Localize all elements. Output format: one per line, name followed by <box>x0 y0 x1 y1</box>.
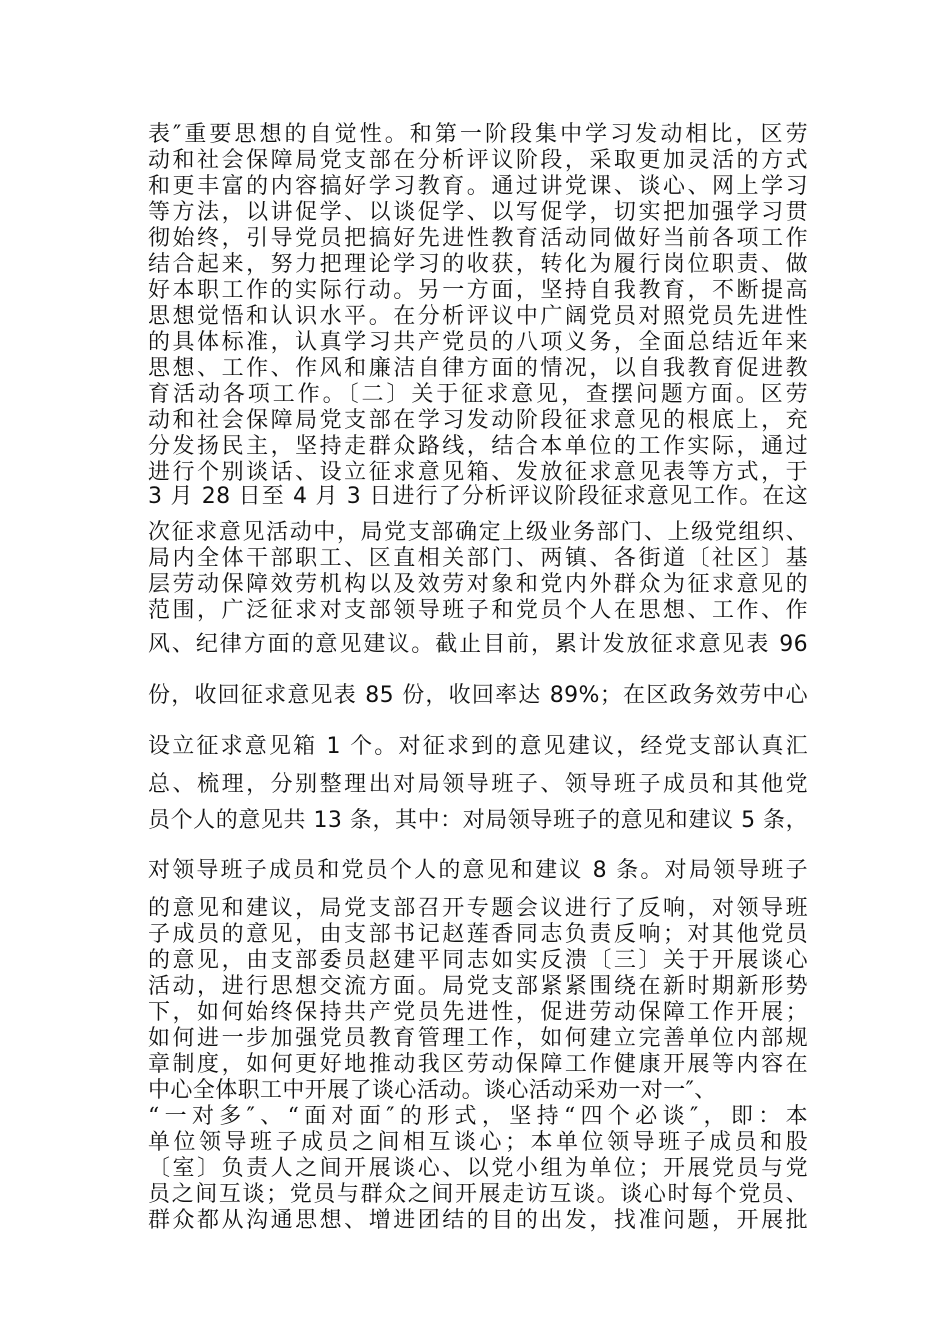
text-line: 的具体标准，认真学习共产党员的八项义务，全面总结近年来 <box>148 330 808 355</box>
text-line: 份，收回征求意见表 85 份，收回率达 89%；在区政务效劳中心 <box>148 683 808 708</box>
text-line: 动和社会保障局党支部在学习发动阶段征求意见的根底上，充 <box>148 408 808 433</box>
text-line: 和更丰富的内容搞好学习教育。通过讲党课、谈心、网上学习 <box>148 174 808 199</box>
text-line: 等方法，以讲促学、以谈促学、以写促学，切实把加强学习贯 <box>148 200 808 225</box>
text-line: 思想觉悟和认识水平。在分析评议中广阔党员对照党员先进性 <box>148 304 808 329</box>
text-line: 下，如何始终保持共产党员先进性，促进劳动保障工作开展； <box>148 1000 808 1025</box>
text-line: 群众都从沟通思想、增进团结的目的出发，找准问题，开展批 <box>148 1208 808 1233</box>
text-line: 次征求意见活动中，局党支部确定上级业务部门、上级党组织、 <box>148 520 808 545</box>
text-line: 局内全体干部职工、区直相关部门、两镇、各街道〔社区〕基 <box>148 546 808 571</box>
text-line: 好本职工作的实际行动。另一方面，坚持自我教育，不断提高 <box>148 278 808 303</box>
text-line: 章制度，如何更好地推动我区劳动保障工作健康开展等内容在 <box>148 1052 808 1077</box>
text-line: 设立征求意见箱 1 个。对征求到的意见建议，经党支部认真汇 <box>148 734 808 759</box>
text-line: 〔室〕负责人之间开展谈心、以党小组为单位；开展党员与党 <box>148 1156 808 1181</box>
text-line: 动和社会保障局党支部在分析评议阶段，采取更加灵活的方式 <box>148 148 808 173</box>
text-line: 员之间互谈；党员与群众之间开展走访互谈。谈心时每个党员、 <box>148 1182 808 1207</box>
text-line: 彻始终，引导党员把搞好先进性教育活动同做好当前各项工作 <box>148 226 808 251</box>
text-line: 中心全体职工中开展了谈心活动。谈心活动采劝一对一″、 <box>148 1078 717 1103</box>
text-line: 单位领导班子成员之间相互谈心；本单位领导班子成员和股 <box>148 1130 808 1155</box>
text-line: “一对多″、“面对面″的形式，坚持“四个必谈″，即：本 <box>148 1104 808 1129</box>
text-line: 进行个别谈话、设立征求意见箱、发放征求意见表等方式，于 <box>148 460 808 485</box>
text-line: 育活动各项工作。〔二〕关于征求意见，查摆问题方面。区劳 <box>148 382 808 407</box>
text-line: 的意见，由支部委员赵建平同志如实反溃〔三〕关于开展谈心 <box>148 948 808 973</box>
text-line: 分发扬民主，坚持走群众路线，结合本单位的工作实际，通过 <box>148 434 808 459</box>
text-line: 子成员的意见，由支部书记赵莲香同志负责反响；对其他党员 <box>148 922 808 947</box>
text-line: 活动，进行思想交流方面。局党支部紧紧围绕在新时期新形势 <box>148 974 808 999</box>
text-line: 3 月 28 日至 4 月 3 日进行了分析评议阶段征求意见工作。在这 <box>148 484 808 509</box>
text-line: 如何进一步加强党员教育管理工作，如何建立完善单位内部规 <box>148 1026 808 1051</box>
text-line: 的意见和建议，局党支部召开专题会议进行了反响，对领导班 <box>148 896 808 921</box>
text-line: 员个人的意见共 13 条，其中：对局领导班子的意见和建议 5 条， <box>148 808 808 833</box>
text-line: 层劳动保障效劳机构以及效劳对象和党内外群众为征求意见的 <box>148 572 808 597</box>
text-line: 思想、工作、作风和廉洁自律方面的情况，以自我教育促进教 <box>148 356 808 381</box>
text-line: 结合起来，努力把理论学习的收获，转化为履行岗位职责、做 <box>148 252 808 277</box>
text-line: 风、纪律方面的意见建议。截止目前，累计发放征求意见表 96 <box>148 632 808 657</box>
text-line: 表″重要思想的自觉性。和第一阶段集中学习发动相比，区劳 <box>148 122 808 147</box>
text-line: 总、梳理，分别整理出对局领导班子、领导班子成员和其他党 <box>148 772 808 797</box>
text-line: 对领导班子成员和党员个人的意见和建议 8 条。对局领导班子 <box>148 858 808 883</box>
text-line: 范围，广泛征求对支部领导班子和党员个人在思想、工作、作 <box>148 598 808 623</box>
